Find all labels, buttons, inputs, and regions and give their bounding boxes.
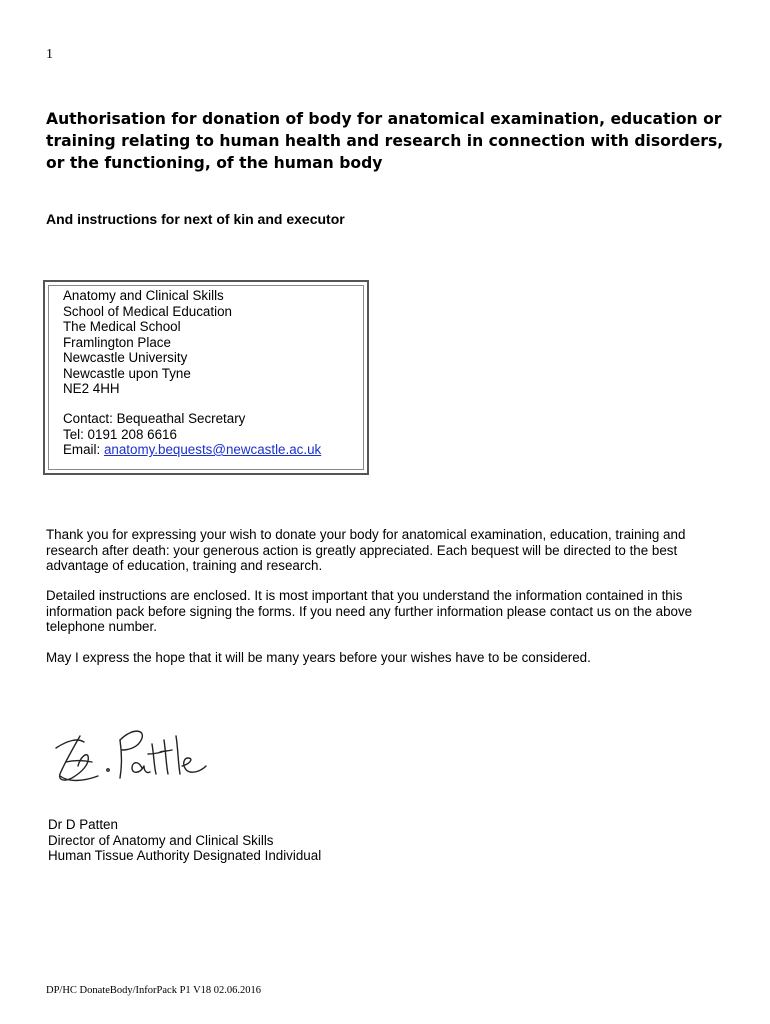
address-line: NE2 4HH xyxy=(63,381,120,396)
address-line: The Medical School xyxy=(63,319,181,334)
email-link[interactable]: anatomy.bequests@newcastle.ac.uk xyxy=(103,442,322,457)
email-line xyxy=(63,442,321,458)
paragraph-thank-you: Thank you for expressing your wish to donate your body for anatomical examination, education, training and research after death: your generous action is greatly appreciated. Each bequest will be directed to the best advantage of education, training and research. xyxy=(46,527,686,573)
footer-reference: DP/HC DonateBody/InforPack P1 V18 02.06.2016 xyxy=(46,985,262,996)
paragraph-closing: May I express the hope that it will be many years before your wishes have to be considered. xyxy=(46,650,591,665)
address-spacer xyxy=(63,397,321,412)
address-line: School of Medical Education xyxy=(63,303,232,319)
document-title: Authorisation for donation of body for anatomical examination, education or training relating to human health and research in connection with disorders, or the functioning, of the human body xyxy=(46,110,724,172)
signer-name: Dr D Patten xyxy=(48,817,118,832)
signer-role: Director of Anatomy and Clinical Skills xyxy=(48,832,274,848)
address-block xyxy=(63,288,321,458)
email-label: Email: xyxy=(63,442,104,457)
contact-line: Contact: Bequeathal Secretary xyxy=(63,411,246,426)
address-box xyxy=(43,280,369,475)
address-line: Newcastle upon Tyne xyxy=(63,365,191,381)
signature-image xyxy=(48,718,218,788)
document-subtitle: And instructions for next of kin and executor xyxy=(46,211,345,227)
signer-block xyxy=(48,817,321,864)
address-line: Anatomy and Clinical Skills xyxy=(63,288,224,303)
address-line: Framlington Place xyxy=(63,334,171,350)
paragraph-instructions: Detailed instructions are enclosed. It is most important that you understand the information contained in this information pack before signing the forms. If you need any further information please contact us on the above telephone number. xyxy=(46,588,693,634)
signer-role-2: Human Tissue Authority Designated Individual xyxy=(48,848,322,863)
address-line: Newcastle University xyxy=(63,350,188,365)
telephone-line: Tel: 0191 208 6616 xyxy=(63,426,177,442)
page-number: 1 xyxy=(46,47,53,62)
